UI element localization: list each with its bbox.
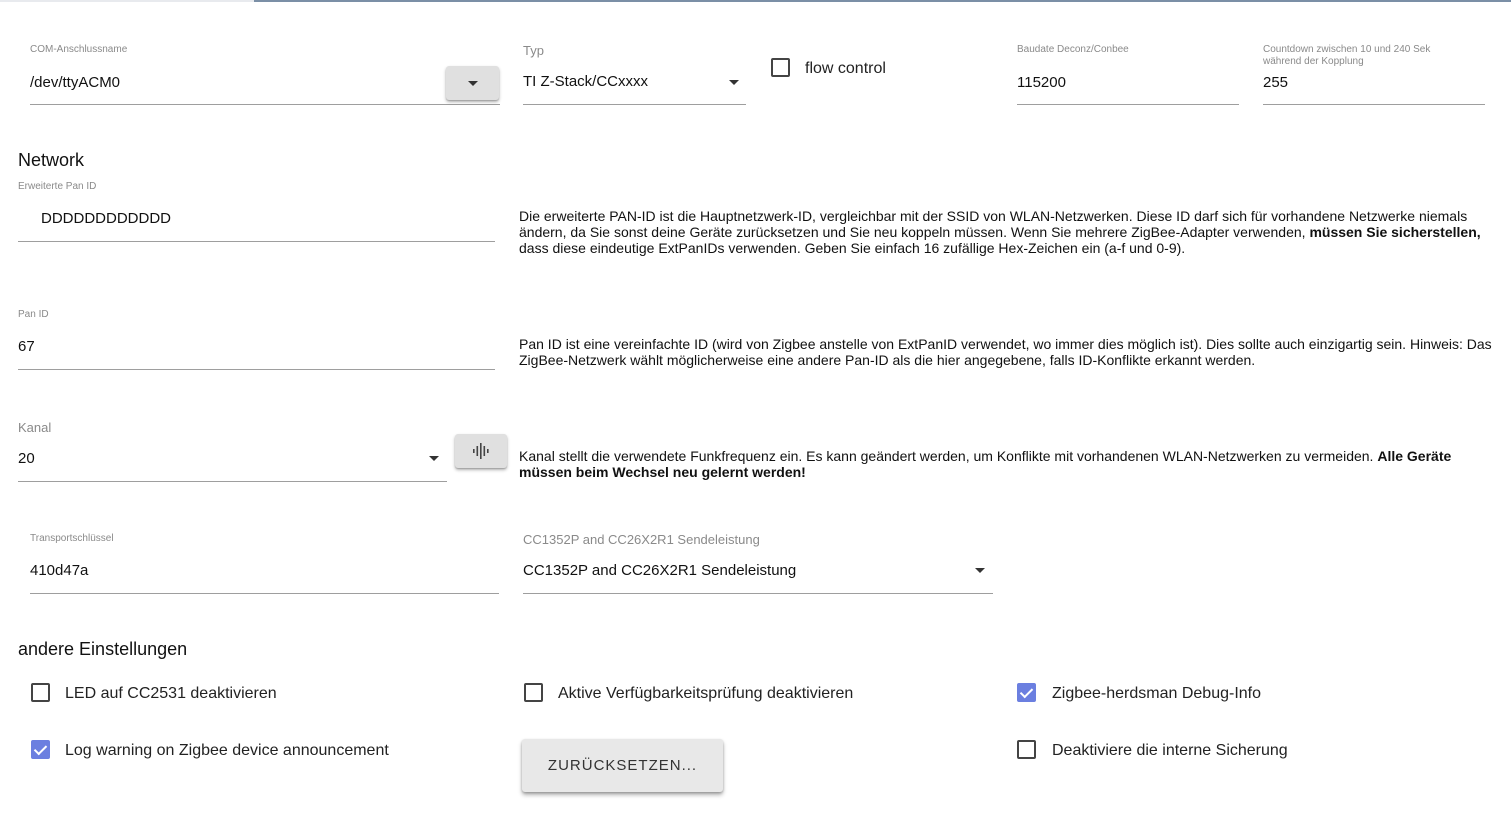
- power-caret-down-icon[interactable]: [975, 568, 985, 573]
- com-port-label: COM-Anschlussname: [30, 44, 128, 55]
- debug-info-checkbox[interactable]: [1017, 683, 1036, 702]
- debug-info-label: Zigbee-herdsman Debug-Info: [1052, 685, 1262, 702]
- extpanid-description: [519, 208, 1499, 256]
- countdown-label-line2: während der Kopplung: [1263, 56, 1364, 67]
- baud-underline: [1017, 104, 1239, 105]
- extpanid-underline: [18, 241, 495, 242]
- countdown-underline: [1263, 104, 1485, 105]
- extpanid-desc-text-2: dass diese eindeutige ExtPanIDs verwenden. Geben Sie einfach 16 zufällige Hex-Zeichen ein (a-f und 0-9).: [519, 240, 1186, 256]
- availability-check-label: Aktive Verfügbarkeitsprüfung deaktivieren: [558, 685, 854, 702]
- countdown-input[interactable]: 255: [1263, 74, 1289, 91]
- panid-label: Pan ID: [18, 309, 49, 320]
- other-settings-title: andere Einstellungen: [18, 639, 188, 659]
- extpanid-input[interactable]: DDDDDDDDDDDD: [41, 210, 171, 227]
- countdown-label: [1263, 44, 1430, 68]
- flow-control-label: flow control: [805, 60, 886, 77]
- power-select[interactable]: CC1352P and CC26X2R1 Sendeleistung: [523, 562, 797, 579]
- baud-input[interactable]: 115200: [1017, 74, 1066, 91]
- reset-button[interactable]: ZURÜCKSETZEN...: [522, 739, 723, 792]
- power-underline: [523, 593, 993, 594]
- frequency-scan-icon: [472, 443, 490, 459]
- panid-input[interactable]: 67: [18, 338, 35, 355]
- network-section-title: Network: [18, 150, 85, 170]
- transport-key-underline: [30, 593, 499, 594]
- disable-backup-label: Deaktiviere die interne Sicherung: [1052, 742, 1288, 759]
- led-disable-checkbox[interactable]: [31, 683, 50, 702]
- com-port-underline: [30, 104, 500, 105]
- type-select[interactable]: TI Z-Stack/CCxxxx: [523, 73, 649, 90]
- panid-description: Pan ID ist eine vereinfachte ID (wird von Zigbee anstelle von ExtPanID verwendet, wo immer dies möglich ist). Dies sollte auch einzigartig sein. Hinweis: Das ZigBee-Netzwerk wählt möglicherweise eine andere Pan-ID als die hier angegebene, falls ID-Konflikte erkannt werden.: [519, 336, 1492, 368]
- baud-label: Baudate Deconz/Conbee: [1017, 44, 1129, 55]
- channel-label: Kanal: [18, 420, 52, 435]
- disable-backup-checkbox[interactable]: [1017, 740, 1036, 759]
- log-warning-checkbox[interactable]: [31, 740, 50, 759]
- log-warning-label: Log warning on Zigbee device announcement: [65, 742, 389, 759]
- active-tab-indicator: [0, 0, 254, 2]
- type-label: Typ: [523, 43, 544, 58]
- availability-check-checkbox[interactable]: [524, 683, 543, 702]
- channel-description: [519, 448, 1499, 480]
- channel-underline: [18, 481, 447, 482]
- countdown-label-line1: Countdown zwischen 10 und 240 Sek: [1263, 44, 1431, 55]
- extpanid-label: Erweiterte Pan ID: [18, 181, 97, 192]
- type-caret-down-icon[interactable]: [729, 80, 739, 85]
- channel-select[interactable]: 20: [18, 450, 35, 467]
- extpanid-desc-text: Die erweiterte PAN-ID ist die Hauptnetzwerk-ID, vergleichbar mit der SSID von WLAN-Netzwerken. Diese ID darf sich für vorhandene Netzwerke niemals ändern, da Sie sonst deine Geräte zurücksetzen und Sie neu koppeln müssen. Wenn Sie mehrere ZigBee-Adapter verwenden,: [519, 208, 1468, 240]
- channel-scan-button[interactable]: [455, 434, 507, 468]
- panid-underline: [18, 369, 495, 370]
- type-underline: [523, 104, 746, 105]
- flow-control-checkbox[interactable]: [771, 58, 790, 77]
- power-label: CC1352P and CC26X2R1 Sendeleistung: [523, 532, 760, 547]
- com-port-dropdown-button[interactable]: [446, 66, 499, 100]
- channel-desc-text: Kanal stellt die verwendete Funkfrequenz ein. Es kann geändert werden, um Konflikte mit vorhandenen WLAN-Netzwerken zu vermeiden.: [519, 448, 1378, 464]
- transport-key-label: Transportschlüssel: [30, 533, 114, 544]
- channel-desc-bold: Alle Geräte müssen beim Wechsel neu gelernt werden!: [519, 448, 1452, 480]
- led-disable-label: LED auf CC2531 deaktivieren: [65, 685, 277, 702]
- com-port-input[interactable]: /dev/ttyACM0: [30, 74, 121, 91]
- channel-caret-down-icon[interactable]: [429, 456, 439, 461]
- caret-down-icon: [468, 81, 478, 86]
- transport-key-input[interactable]: 410d47a: [30, 562, 89, 579]
- extpanid-desc-bold: müssen Sie sicherstellen,: [1309, 224, 1481, 240]
